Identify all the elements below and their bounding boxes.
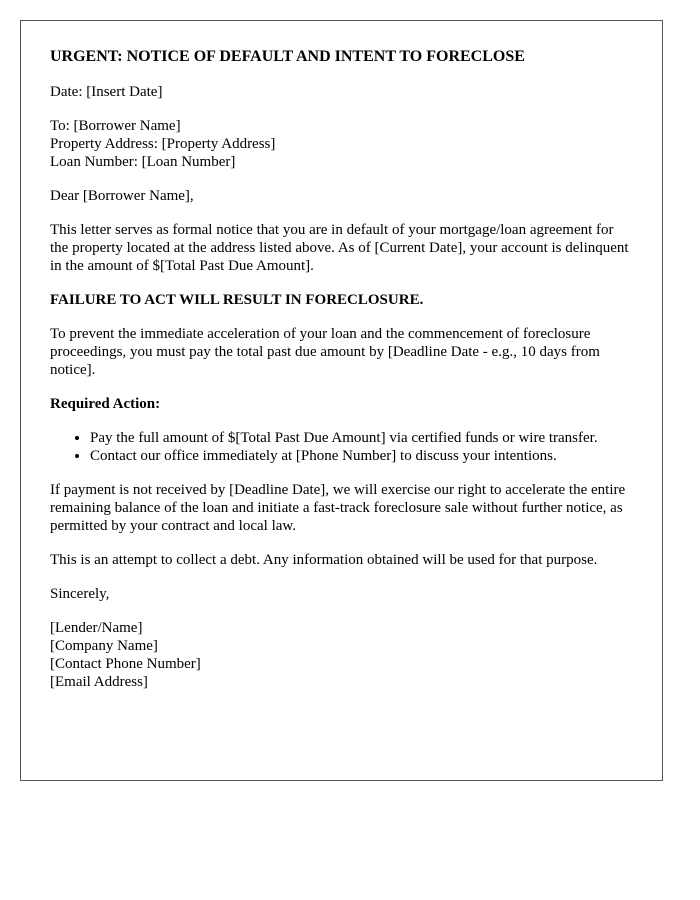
signature-lender-name: [Lender/Name]	[50, 620, 143, 636]
date-line: Date: [Insert Date]	[50, 84, 163, 100]
signature-phone: [Contact Phone Number]	[50, 656, 201, 672]
signature-email: [Email Address]	[50, 674, 148, 690]
recipient-block	[50, 117, 633, 171]
loan-number: Loan Number: [Loan Number]	[50, 154, 236, 170]
salutation: Dear [Borrower Name],	[50, 188, 194, 204]
property-address: Property Address: [Property Address]	[50, 136, 276, 152]
debt-collection-disclaimer: This is an attempt to collect a debt. Any information obtained will be used for that purpose.	[50, 552, 598, 568]
paragraph-default-notice: This letter serves as formal notice that you are in default of your mortgage/loan agreement for the property located at the address listed above. As of [Current Date], your account is delinquent in the amount of $[Total Past Due Amount].	[50, 222, 629, 274]
warning-heading: FAILURE TO ACT WILL RESULT IN FORECLOSURE.	[50, 292, 424, 308]
required-action-heading: Required Action:	[50, 396, 161, 412]
paragraph-consequences: If payment is not received by [Deadline Date], we will exercise our right to accelerate the entire remaining balance of the loan and initiate a fast-track foreclosure sale without further notice, as permitted by your contract and local law.	[50, 482, 626, 534]
paragraph-payment-deadline: To prevent the immediate acceleration of your loan and the commencement of foreclosure proceedings, you must pay the total past due amount by [Deadline Date - e.g., 10 days from notice].	[50, 326, 600, 378]
closing: Sincerely,	[50, 586, 110, 602]
signature-block	[50, 619, 633, 691]
letter	[20, 20, 663, 781]
letter-title: URGENT: NOTICE OF DEFAULT AND INTENT TO FORECLOSE	[50, 48, 525, 65]
signature-company-name: [Company Name]	[50, 638, 158, 654]
recipient-name: To: [Borrower Name]	[50, 118, 181, 134]
action-list	[50, 429, 633, 465]
action-item: • Pay the full amount of $[Total Past Due Amount] via certified funds or wire transfer.	[90, 429, 633, 447]
action-item: • Contact our office immediately at [Phone Number] to discuss your intentions.	[90, 447, 633, 465]
